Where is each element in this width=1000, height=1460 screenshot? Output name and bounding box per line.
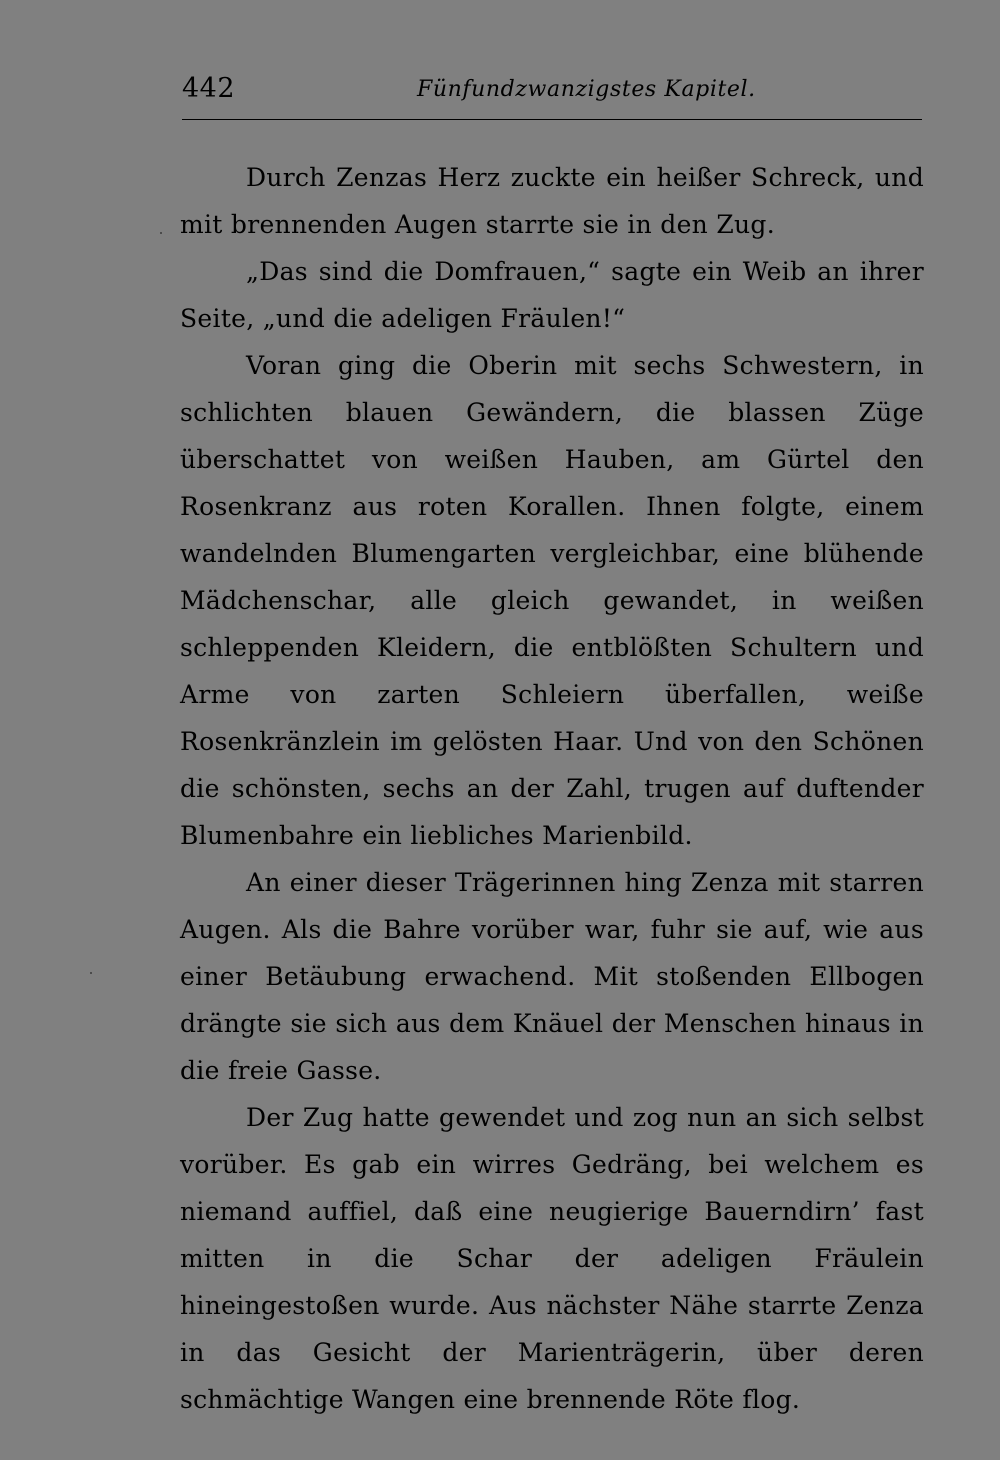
page-header [182, 70, 922, 110]
paragraph: „Das sind die Domfrauen,“ sagte ein Weib an ihrer Seite, „und die adeligen Fräulen!“ [180, 257, 924, 333]
body-text [180, 154, 924, 1423]
scan-speck [90, 972, 92, 974]
page-number: 442 [182, 73, 236, 104]
header-rule [182, 119, 922, 120]
running-title: Fünfundzwanzigstes Kapitel. [417, 77, 756, 102]
paragraph: Voran ging die Oberin mit sechs Schwestern, in schlichten blauen Gewändern, die blassen Züge überschattet von weißen Hauben, am Gürtel den Rosenkranz aus roten Korallen. Ihnen folgte, einem wandelnden Blumengarten vergleichbar, eine blühende Mädchenschar, alle gleich gewandet, in weißen schleppenden Kleidern, die entblößten Schultern und Arme von zarten Schleiern überfallen, weiße Rosenkränzlein im gelösten Haar. Und von den Schönen die schönsten, sechs an der Zahl, trugen auf duftender Blumenbahre ein liebliches Marienbild. [180, 351, 924, 850]
paragraph: Durch Zenzas Herz zuckte ein heißer Schreck, und mit brennenden Augen starrte sie in den Zug. [180, 163, 924, 239]
paragraph: Der Zug hatte gewendet und zog nun an sich selbst vorüber. Es gab ein wirres Gedräng, bei welchem es niemand auffiel, daß eine neugierige Bauerndirn’ fast mitten in die Schar der adeligen Fräulein hineingestoßen wurde. Aus nächster Nähe starrte Zenza in das Gesicht der Marienträgerin, über deren schmächtige Wangen eine brennende Röte flog. [180, 1103, 924, 1414]
paragraph: An einer dieser Trägerinnen hing Zenza mit starren Augen. Als die Bahre vorüber war, fuhr sie auf, wie aus einer Betäubung erwachend. Mit stoßenden Ellbogen drängte sie sich aus dem Knäuel der Menschen hinaus in die freie Gasse. [180, 868, 924, 1085]
scan-speck [160, 232, 162, 234]
